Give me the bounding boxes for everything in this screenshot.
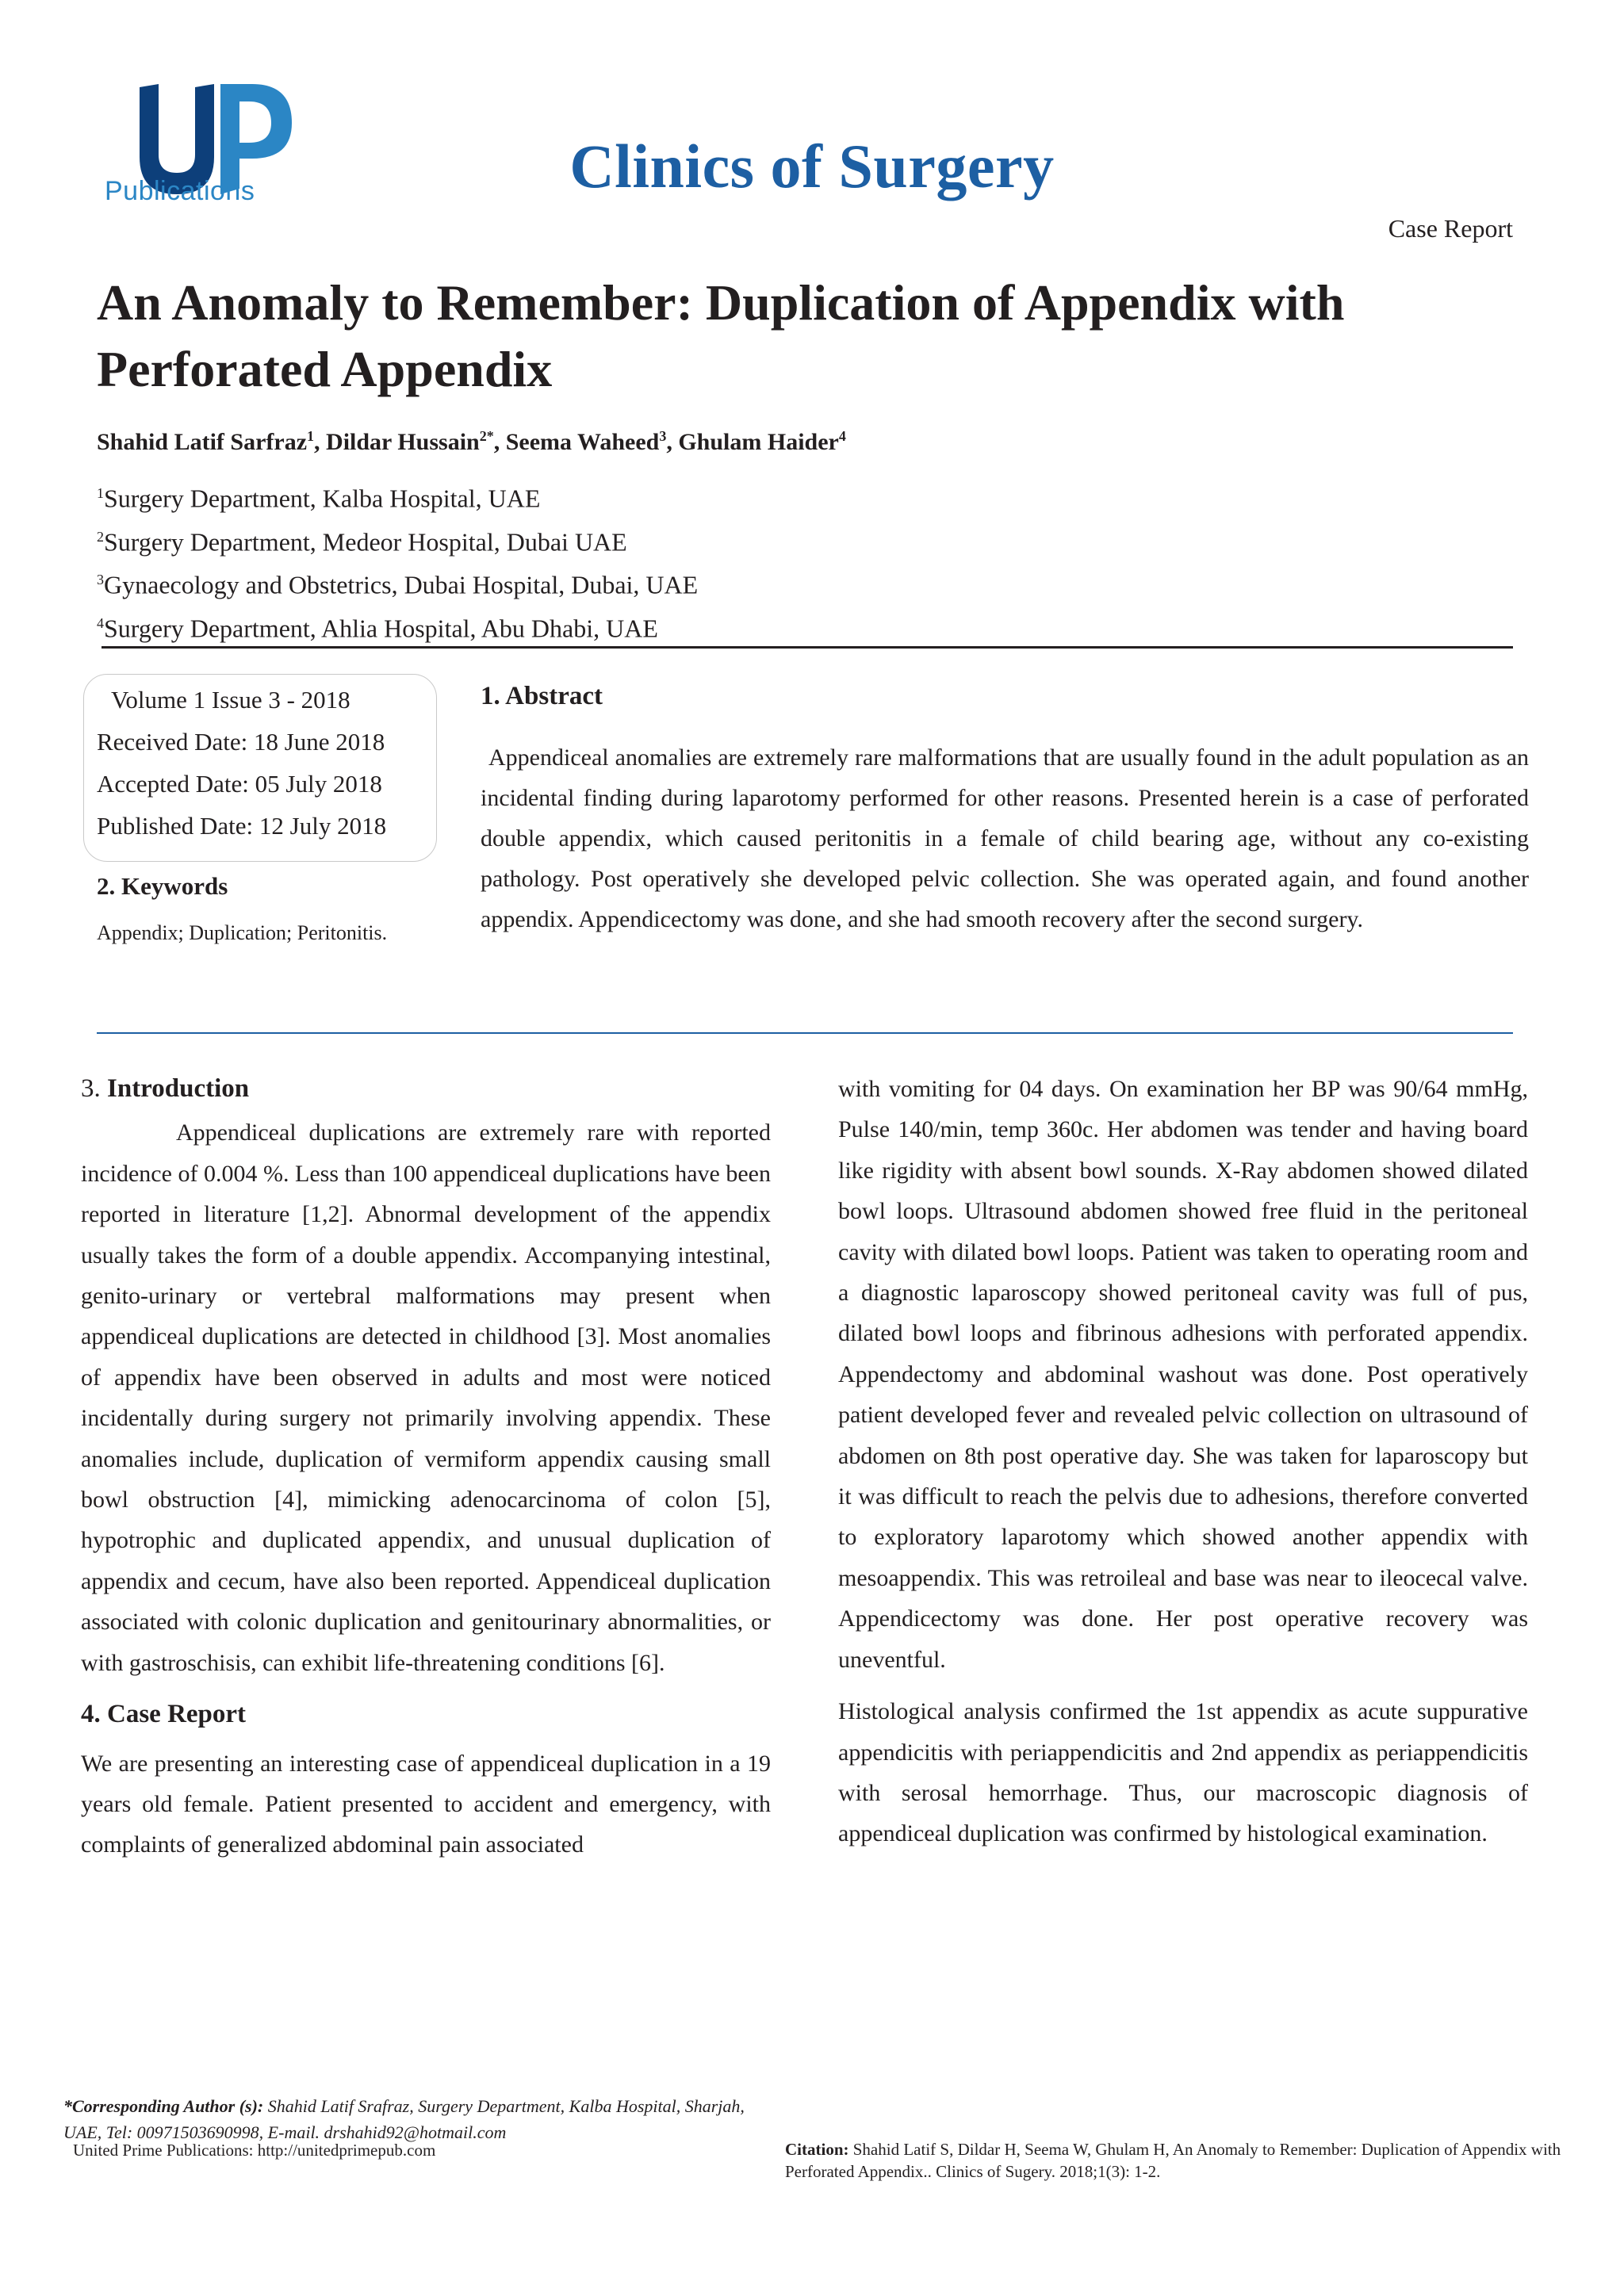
author-sup: 2* xyxy=(479,428,494,444)
left-column xyxy=(81,1069,771,1866)
abstract-text: Appendiceal anomalies are extremely rare malformations that are usually found in the adult population as an incidental finding during laparotomy performed for other reasons. Presented herein is a case of perforated double appendix, which caused peritonitis in a female of child bearing age, without any co-existing pathology. Post operatively she developed pelvic collection. She was operated again, and found another appendix. Appendicectomy was done, and she had smooth recovery after the second surgery. xyxy=(481,744,1529,932)
accepted-date: Accepted Date: 05 July 2018 xyxy=(97,770,382,798)
histology-paragraph: Histological analysis confirmed the 1st appendix as acute suppurative appendicitis with periappendicitis and 2nd appendix as periappendicitis with serosal hemorrhage. Thus, our macroscopic diagnosis of appendiceal duplication was confirmed by histological examination. xyxy=(838,1698,1528,1847)
citation: Citation: Shahid Latif S, Dildar H, Seema W, Ghulam H, An Anomaly to Remember: Duplication of Appendix with Perforated Appendix.. Clinics of Sugery. 2018;1(3): 1-2. xyxy=(785,2140,1561,2181)
author-name: Ghulam Haider xyxy=(678,429,839,455)
right-column xyxy=(838,1069,1528,1854)
author-list: Shahid Latif Sarfraz$^1$, Dildar Hussain$^{2*}$, Seema Waheed$^3$, Ghulam Haider$^4$ xyxy=(97,428,846,455)
article-type: Case Report xyxy=(1388,214,1513,243)
abstract-heading: 1. Abstract xyxy=(481,682,603,710)
logo-text: Publications xyxy=(105,176,255,206)
section-divider xyxy=(97,1032,1513,1034)
paper-title: An Anomaly to Remember: Duplication of Appendix with Perforated Appendix xyxy=(97,274,1345,397)
header-divider xyxy=(102,646,1513,649)
keywords-heading: 2. Keywords xyxy=(97,872,228,900)
publisher-footer: United Prime Publications: http://unitedprimepub.com xyxy=(73,2141,436,2160)
case-report-continued: with vomiting for 04 days. On examination her BP was 90/64 mmHg, Pulse 140/min, temp 360c. Her abdomen was tender and having board like rigidity with absent bowl sounds. X-Ray abdomen showed dilated bowl loops. Ultrasound abdomen showed free fluid in the peritoneal cavity with dilated bowl loops. Patient was taken to operating room and a diagnostic laparoscopy showed peritoneal cavity was full of pus, dilated bowl loops and fibrinous adhesions with perforated appendix. Appendectomy and abdominal washout was done. Post operatively patient developed fever and revealed pelvic collection on ultrasound of abdomen on 8th post operative day. She was taken for laparoscopy but it was difficult to reach the pelvis due to adhesions, therefore converted to exploratory laparotomy which showed another appendix with mesoappendix. This was retroileal and base was near to ileocecal valve. Appendicectomy was done. Her post operative recovery was uneventful. xyxy=(838,1076,1528,1673)
affiliation: $^4$Surgery Department, Ahlia Hospital, Abu Dhabi, UAE xyxy=(97,614,658,643)
introduction-heading: 3. Introduction xyxy=(81,1074,250,1103)
author-sup: 3 xyxy=(659,428,667,444)
affiliation: $^1$Surgery Department, Kalba Hospital, UAE xyxy=(97,484,541,513)
affiliation-list xyxy=(97,474,698,648)
published-date: Published Date: 12 July 2018 xyxy=(97,812,387,840)
author-name: Shahid Latif Sarfraz xyxy=(97,429,308,455)
affiliation: $^2$Surgery Department, Medeor Hospital, Dubai UAE xyxy=(97,527,627,557)
case-report-heading: 4. Case Report xyxy=(81,1700,247,1729)
author-sup: 1 xyxy=(307,428,315,444)
received-date: Received Date: 18 June 2018 xyxy=(97,728,385,756)
introduction-text: Appendiceal duplications are extremely rare with reported incidence of 0.004 %. Less than 100 appendiceal duplications have been reported in literature [1,2]. Abnormal development of the appendix usually takes the form of a double appendix. Accompanying intestinal, genito-urinary or vertebral malformations may present when appendiceal duplications are detected in childhood [3]. Most anomalies of appendix have been observed in adults and most were noticed incidentally during surgery not primarily involving appendix. These anomalies include, duplication of vermiform appendix causing small bowl obstruction [4], mimicking adenocarcinoma of colon [5], hypotrophic and duplicated appendix, and unusual duplication of appendix and cecum, have also been reported. Appendiceal duplication associated with colonic duplication and genitourinary abnormalities, or with gastroschisis, can exhibit life-threatening conditions [6]. xyxy=(81,1119,771,1676)
author-name: Dildar Hussain xyxy=(326,429,480,455)
author-name: Seema Waheed xyxy=(505,429,660,455)
case-report-text: We are presenting an interesting case of appendiceal duplication in a 19 years old female. Patient presented to accident and emergency, with complaints of generalized abdominal pain associated xyxy=(81,1750,771,1858)
affiliation: $^3$Gynaecology and Obstetrics, Dubai Hospital, Dubai, UAE xyxy=(97,570,699,599)
keywords-text: Appendix; Duplication; Peritonitis. xyxy=(97,921,388,944)
author-sup: 4 xyxy=(838,428,846,444)
volume-issue: Volume 1 Issue 3 - 2018 xyxy=(111,686,350,714)
corresponding-author: *Corresponding Author (s): Shahid Latif Srafraz, Surgery Department, Kalba Hospital, Sharjah, UAE, Tel: 00971503690998, E-mail. drshahid92@hotmail.com xyxy=(63,2096,745,2142)
journal-title: Clinics of Surgery xyxy=(569,132,1055,201)
